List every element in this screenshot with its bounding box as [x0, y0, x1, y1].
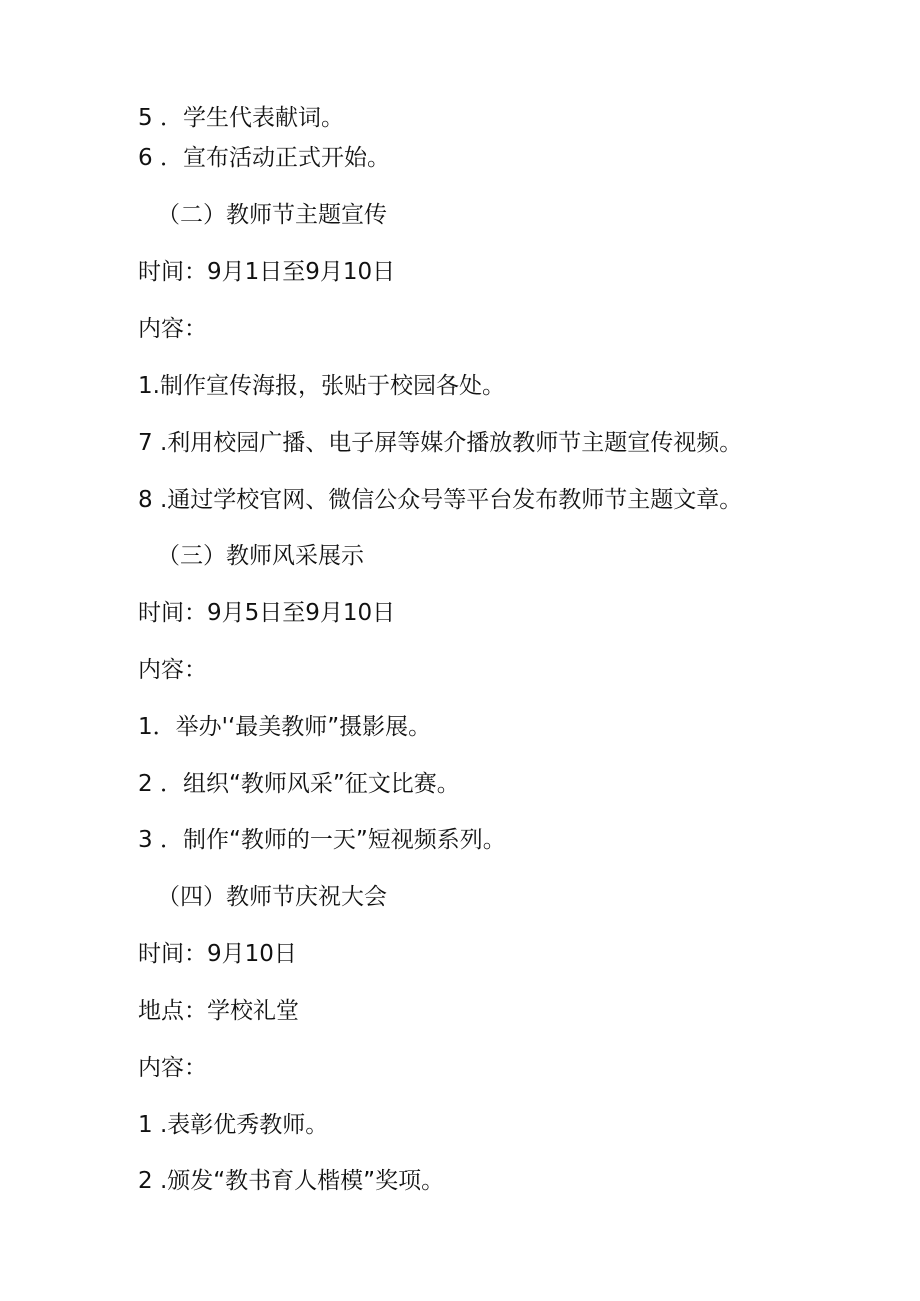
section-heading: （二）教师节主题宣传 [157, 202, 387, 228]
list-item: 2 ．组织“教师风采”征文比赛。 [138, 771, 460, 797]
list-item: 5 ．学生代表献词。 [138, 105, 344, 131]
list-item: 6 ．宣布活动正式开始。 [138, 145, 390, 171]
section-heading: （四）教师节庆祝大会 [157, 884, 387, 910]
list-item: 3 ．制作“教师的一天”短视频系列。 [138, 827, 506, 853]
section-heading: （三）教师风采展示 [157, 543, 364, 569]
time-line: 时间：9月10日 [138, 941, 297, 967]
list-item: 1．举办'‘最美教师”摄影展。 [138, 714, 432, 740]
time-line: 时间：9月5日至9月10日 [138, 600, 396, 626]
content-label: 内容： [138, 657, 207, 683]
location-line: 地点：学校礼堂 [138, 998, 299, 1024]
list-item: 8 .通过学校官网、微信公众号等平台发布教师节主题文章。 [138, 487, 743, 513]
list-item: 1.制作宣传海报，张贴于校园各处。 [138, 373, 505, 399]
list-item: 1 .表彰优秀教师。 [138, 1112, 329, 1138]
content-label: 内容： [138, 1055, 207, 1081]
list-item: 2 .颁发“教书育人楷模”奖项。 [138, 1168, 445, 1194]
content-label: 内容： [138, 316, 207, 342]
time-line: 时间：9月1日至9月10日 [138, 259, 396, 285]
list-item: 7 .利用校园广播、电子屏等媒介播放教师节主题宣传视频。 [138, 430, 743, 456]
